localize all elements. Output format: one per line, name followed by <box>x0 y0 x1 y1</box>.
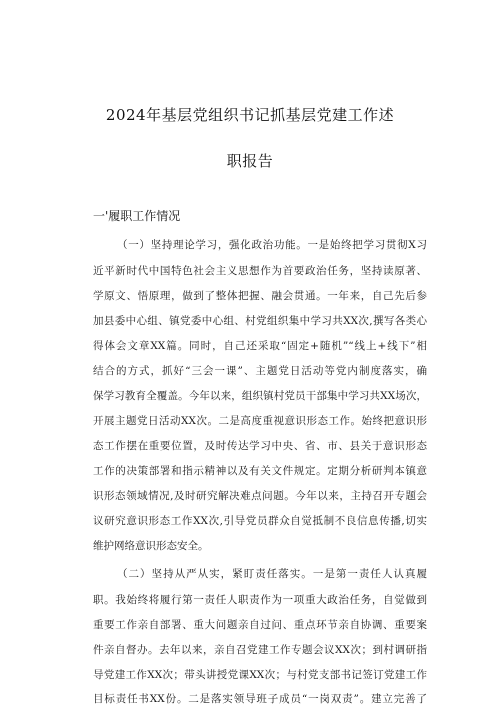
paragraph-line: 重要工作亲自部署、重大问题亲自过问、重点环节亲自协调、重要案 <box>93 619 427 631</box>
paragraph-line: 识形态领域情况,及时研究解决难点问题。今年以来，主持召开专题会 <box>93 490 427 502</box>
paragraph-line: 维护网络意识形态安全。 <box>93 540 209 552</box>
paragraph-line: 加县委中心组、镇党委中心组、村党组织集中学习共XX次,撰写各类心 <box>93 315 427 327</box>
paragraph-line: 导党建工作XX次；带头讲授党课XX次；与村党支部书记签订党建工作 <box>93 669 427 681</box>
section-heading: 一'履职工作情况 <box>93 209 181 223</box>
paragraph-line: 件亲自督办。去年以来，亲自召党建工作专题会议XX次；到村调研指 <box>93 644 427 656</box>
paragraph-line: 职。我始终将履行第一责任人职责作为一项重大政治任务，自觉做到 <box>93 594 427 606</box>
paragraph-line: 工作的决策部署和指示精神以及有关文件规定。定期分析研判本镇意 <box>93 465 427 477</box>
paragraph-line: 近平新时代中国特色社会主义思想作为首要政治任务，坚持读原著、 <box>93 265 427 277</box>
document-title-line-2: 职报告 <box>226 152 274 170</box>
paragraph-line: 结合的方式，抓好“三会一课”、主题党日活动等党内制度落实，确 <box>93 365 427 377</box>
paragraph-line: 目标责任书XX份。二是落实领导班子成员“一岗双责”。建立完善了 <box>93 693 427 705</box>
paragraph-line: 态工作摆在重要位置，及时传达学习中央、省、市、县关于意识形态 <box>93 440 427 452</box>
document-title-line-1: 2024年基层党组织书记抓基层党建工作述 <box>105 106 395 124</box>
paragraph-line: 议研究意识形态工作XX次,引导党员群众自觉抵制不良信息传播,切实 <box>93 515 427 527</box>
paragraph-line: （二）坚持从严从实，紧盯责任落实。一是第一责任人认真履 <box>117 568 427 580</box>
paragraph-line: 开展主题党日活动XX次。二是高度重视意识形态工作。始终把意识形 <box>93 415 427 427</box>
paragraph-line: 得体会文章XX篇。同时，自己还采取“固定+随机”“线上+线下”相 <box>93 340 427 352</box>
paragraph-line: 学原文、悟原理，做到了整体把握、融会贯通。一年来，自己先后参 <box>93 290 427 302</box>
paragraph-line: （一）坚持理论学习，强化政治功能。一是始终把学习贯彻X习 <box>117 239 427 251</box>
paragraph-line: 保学习教育全覆盖。今年以来，组织镇村党员干部集中学习共XX场次， <box>93 390 427 402</box>
